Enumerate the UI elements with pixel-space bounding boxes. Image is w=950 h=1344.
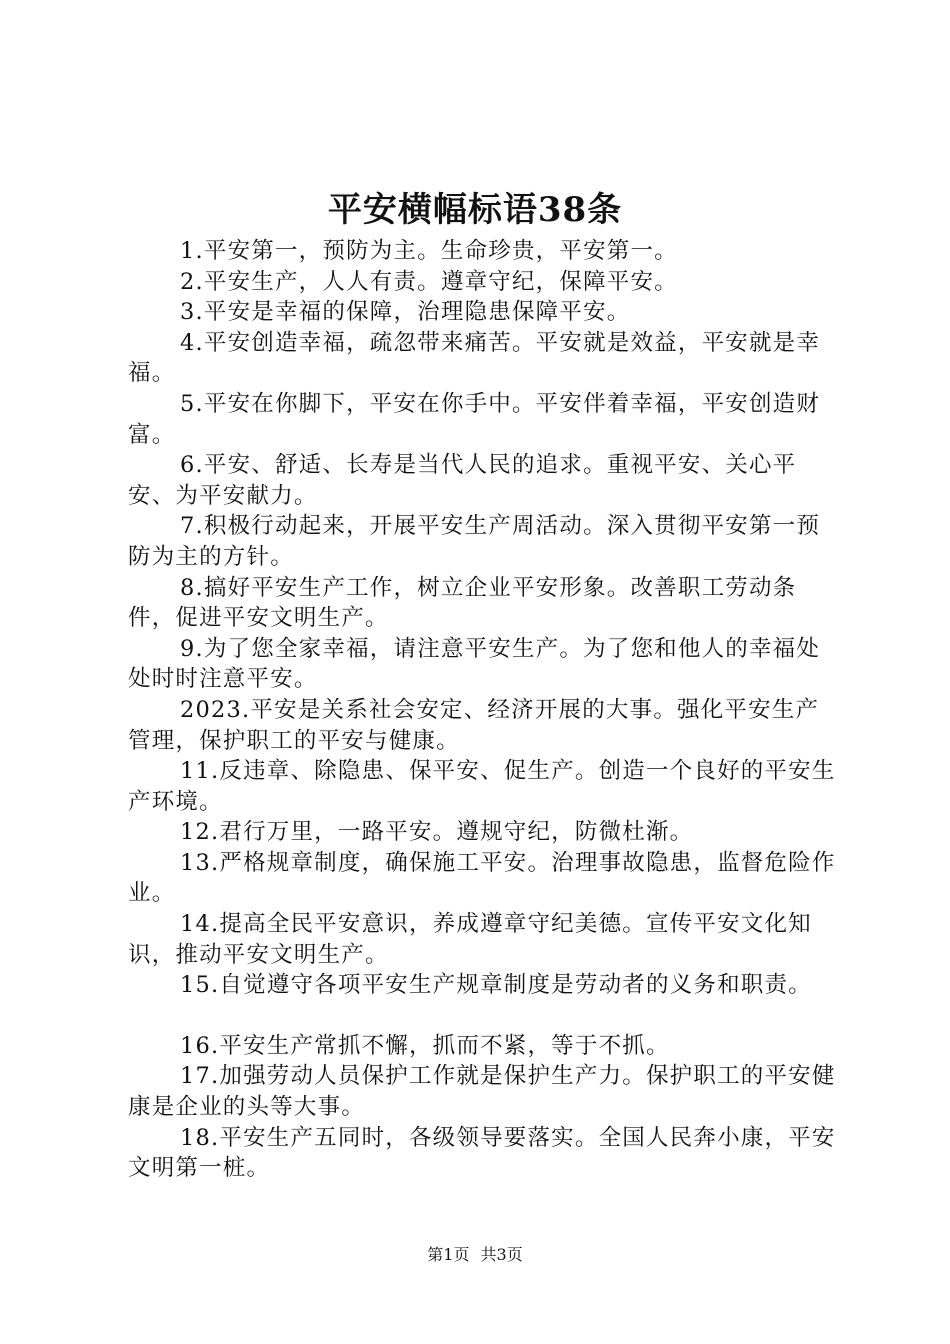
- document-title: 平安横幅标语38条: [327, 190, 623, 230]
- list-item: 8.搞好平安生产工作，树立企业平安形象。改善职工劳动条件，促进平安文明生产。: [128, 574, 797, 632]
- list-item: 17.加强劳动人员保护工作就是保护生产力。保护职工的平安健康是企业的头等大事。: [128, 1063, 836, 1121]
- list-item: 13.严格规章制度，确保施工平安。治理事故隐患，监督危险作业。: [128, 849, 836, 907]
- list-item: 6.平安、舒适、长寿是当代人民的追求。重视平安、关心平安、为平安献力。: [128, 452, 797, 509]
- slogan-list: [128, 236, 840, 1184]
- list-item: 15.自觉遵守各项平安生产规章制度是劳动者的义务和职责。: [180, 972, 812, 999]
- list-item: 2.平安生产，人人有责。遵章守纪，保障平安。: [180, 268, 678, 295]
- list-item: 3.平安是幸福的保障，治理隐患保障平安。: [180, 299, 631, 326]
- list-item: 4.平安创造幸福，疏忽带来痛苦。平安就是效益，平安就是幸福。: [128, 329, 821, 387]
- page-number: 第1页: [427, 1245, 470, 1264]
- list-item: 18.平安生产五同时，各级领导要落实。全国人民奔小康，平安文明第一桩。: [128, 1124, 836, 1182]
- list-item: 5.平安在你脚下，平安在你手中。平安伴着幸福，平安创造财富。: [128, 390, 821, 448]
- list-item: 1.平安第一，预防为主。生命珍贵，平安第一。: [180, 238, 678, 264]
- list-item: 7.积极行动起来，开展平安生产周活动。深入贯彻平安第一预防为主的方针。: [128, 513, 821, 570]
- list-item: 9.为了您全家幸福，请注意平安生产。为了您和他人的幸福处处时时注意平安。: [128, 635, 821, 693]
- list-item: 16.平安生产常抓不懈，抓而不紧，等于不抓。: [180, 1032, 670, 1059]
- list-item: 14.提高全民平安意识，养成遵章守纪美德。宣传平安文化知识，推动平安文明生产。: [128, 911, 812, 968]
- list-item: 2023.平安是关系社会安定、经济开展的大事。强化平安生产管理，保护职工的平安与健康。: [128, 696, 820, 754]
- page-total: 共3页: [480, 1245, 523, 1264]
- page-footer: [0, 1244, 950, 1266]
- list-item: 12.君行万里，一路平安。遵规守纪，防微杜渐。: [180, 819, 694, 846]
- list-item: 11.反违章、除隐患、保平安、促生产。创造一个良好的平安生产环境。: [128, 758, 836, 815]
